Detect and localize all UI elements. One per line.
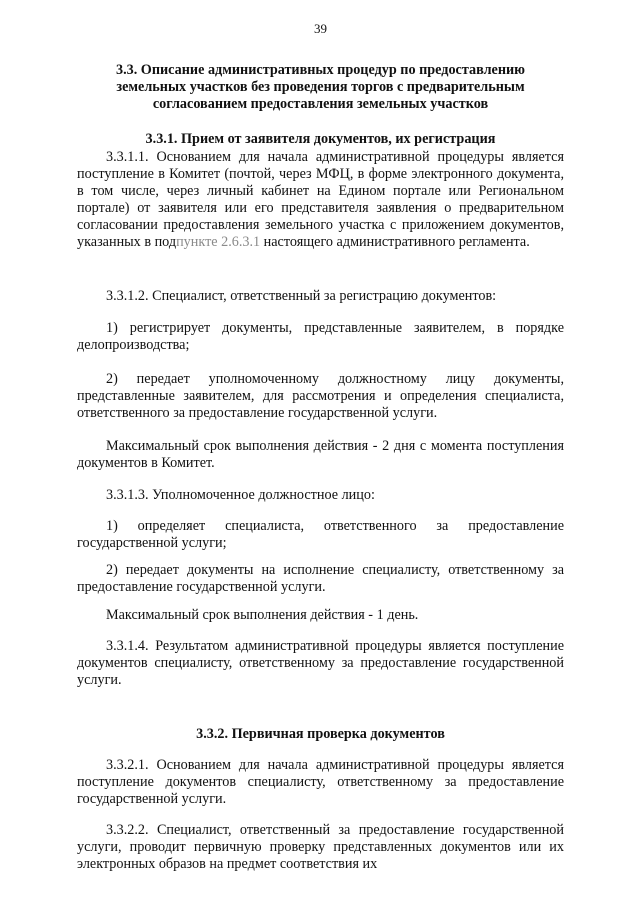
paragraph-text: 3.3.1.1. Основанием для начала административной процедуры является поступление в Комитет (почтой, через МФЦ, в форме электронного документа, в том числе, через личный кабинет на Едином портале или Региональном портале) от заявителя или его представителя заявления о предварительном согласовании предоставления земельного участка с приложением документов, указанных в под <box>77 149 564 250</box>
paragraph-deadline: Максимальный срок выполнения действия - 2 дня с момента поступления документов в Комитет. <box>77 438 564 471</box>
paragraph-deadline: Максимальный срок выполнения действия - 1 день. <box>106 607 419 623</box>
subsection-heading: 3.3.2. Первичная проверка документов <box>196 726 445 742</box>
paragraph-item: 1) регистрирует документы, представленные заявителем, в порядке делопроизводства; <box>77 320 564 353</box>
paragraph-3-3-2-1: 3.3.2.1. Основанием для начала административной процедуры является поступление документов специалисту, ответственному за предоставление государственной услуги. <box>77 757 564 807</box>
paragraph-3-3-1-4: 3.3.1.4. Результатом административной процедуры является поступление документов специалисту, ответственному за предоставление государственной услуги. <box>77 638 564 688</box>
paragraph-item: 2) передает документы на исполнение специалисту, ответственному за предоставление государственной услуги. <box>77 562 564 595</box>
paragraph-3-3-1-2: 3.3.1.2. Специалист, ответственный за регистрацию документов: <box>106 288 497 304</box>
subsection-heading: 3.3.1. Прием от заявителя документов, их регистрация <box>145 131 496 147</box>
paragraph-item: 1) определяет специалиста, ответственного за предоставление государственной услуги; <box>77 518 564 551</box>
section-title-line: 3.3. Описание административных процедур по предоставлению <box>115 62 526 78</box>
paragraph-3-3-1-1 <box>77 149 564 251</box>
paragraph-3-3-2-2: 3.3.2.2. Специалист, ответственный за предоставление государственной услуги, проводит первичную проверку представленных документов или их электронных образов на предмет соответствия их <box>77 822 564 872</box>
regulation-link[interactable]: пункте 2.6.3.1 <box>176 234 261 250</box>
section-title <box>77 62 564 113</box>
section-title-line: согласованием предоставления земельных участков <box>152 96 489 112</box>
section-title-line: земельных участков без проведения торгов с предварительным <box>116 79 525 95</box>
paragraph-item: 2) передает уполномоченному должностному лицу документы, представленные заявителем, для рассмотрения и определения специалиста, ответственного за предоставление государственной услуги. <box>77 371 564 421</box>
paragraph-3-3-1-3: 3.3.1.3. Уполномоченное должностное лицо: <box>106 487 375 503</box>
paragraph-text: настоящего административного регламента. <box>260 234 530 250</box>
page-number: 39 <box>314 21 327 36</box>
